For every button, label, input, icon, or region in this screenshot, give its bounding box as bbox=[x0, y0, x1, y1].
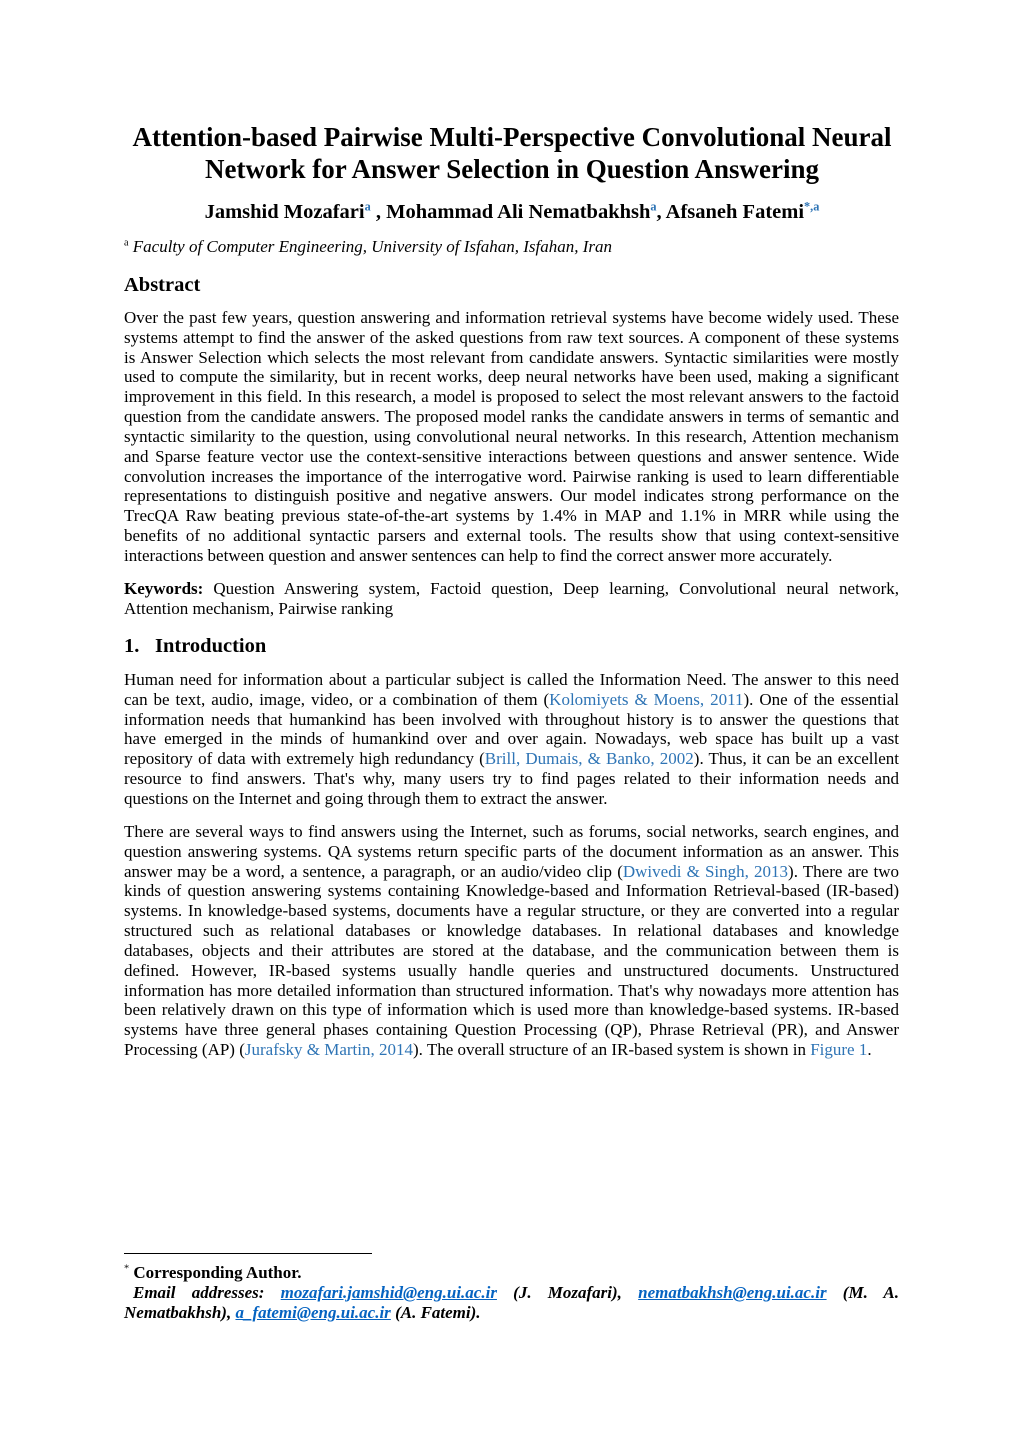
text-run: Email addresses: bbox=[133, 1283, 281, 1302]
email-link[interactable]: mozafari.jamshid@eng.ui.ac.ir bbox=[280, 1283, 497, 1302]
text-run: ). There are two bbox=[788, 861, 899, 881]
text-line: convolution increases the importance of the interrogative word. Pairwise ranking is used to learn differentiable bbox=[124, 466, 899, 486]
footnote bbox=[124, 1263, 899, 1323]
text-line: databases, objects and their attributes are stored at the database, and the communication between them is bbox=[124, 940, 899, 960]
text-run: (M. A. bbox=[826, 1283, 899, 1302]
text-run: ). Thus, it can be an excellent bbox=[693, 749, 899, 769]
footnote-title-line bbox=[124, 1263, 899, 1283]
paper-title bbox=[0, 121, 1024, 185]
text-line: questions on the Internet and going through them to extract the answer. bbox=[124, 788, 608, 808]
citation-link[interactable]: Figure 1 bbox=[810, 1040, 868, 1060]
text-run: Processing (AP) ( bbox=[124, 1040, 245, 1060]
affiliation bbox=[124, 237, 899, 257]
text-line: structured such as relational databases or knowledge databases. In relational databases and knowledge bbox=[124, 921, 899, 941]
keywords-label: Keywords: bbox=[124, 579, 204, 598]
author-list bbox=[0, 200, 1024, 224]
affiliation-marker[interactable]: a bbox=[364, 199, 371, 214]
affiliation-marker: a bbox=[124, 237, 129, 249]
footnote-divider bbox=[124, 1253, 372, 1254]
author-name: Afsaneh Fatemi bbox=[665, 201, 805, 223]
text-line: systems attempt to find the answer of the asked questions from raw text sources. A component of these systems bbox=[124, 327, 899, 347]
text-line: Over the past few years, question answering and information retrieval systems have become widely used. These bbox=[124, 308, 899, 327]
text-run: . bbox=[867, 1040, 872, 1060]
text-line: information has more detailed information than structured information. That's why nowadays more attention has bbox=[124, 980, 899, 1000]
text-line: used to compute the similarity, but in recent works, deep neural networks have been used, making a significant bbox=[124, 367, 899, 387]
text-line: been relatively drawn on this type of information which is used more than knowledge-based systems. IR-based bbox=[124, 1000, 899, 1020]
text-run: (J. Mozafari), bbox=[496, 1283, 639, 1302]
footnote-marker: * bbox=[124, 1263, 130, 1275]
text-line: representations to distinguish positive and negative answers. Our model indicates strong performance on the bbox=[124, 486, 899, 506]
text-line: and Sparse feature vector use the context-sensitive interactions between questions and answer sentence. Wide bbox=[124, 446, 899, 466]
email-link[interactable]: a_fatemi@eng.ui.ac.ir bbox=[235, 1303, 391, 1322]
affiliation-text: Faculty of Computer Engineering, University of Isfahan, Isfahan, Iran bbox=[132, 237, 613, 256]
text-line: TrecQA Raw beating previous state-of-the-art systems by 1.4% in MAP and 1.1% in MRR while using the bbox=[124, 506, 899, 526]
text-line: have emerged in the minds of humankind over and over again. Nowadays, web space has built up a vast bbox=[124, 729, 899, 749]
text-line: defined. However, IR-based systems usually handle queries and unstructured documents. Unstructured bbox=[124, 960, 899, 980]
author-name: Mohammad Ali Nematbakhsh bbox=[386, 201, 651, 223]
text-line bbox=[124, 690, 899, 710]
keywords-line: Attention mechanism, Pairwise ranking bbox=[124, 598, 394, 618]
text-line: systems. In knowledge-based systems, documents have a regular structure, or they are converted into a regular bbox=[124, 901, 899, 921]
footnote-emails bbox=[124, 1283, 899, 1323]
text-run: ). The overall structure of an IR-based system is shown in bbox=[412, 1040, 811, 1060]
text-run: Nematbakhsh), bbox=[124, 1303, 236, 1322]
title-line: Attention-based Pairwise Multi-Perspective Convolutional Neural bbox=[132, 122, 892, 152]
text-line: question answering systems. QA systems return specific parts of the document information as an answer. This bbox=[124, 841, 899, 861]
text-line: syntactic similarity to the question, using convolutional neural networks. In this research, Attention mechanism bbox=[124, 426, 899, 446]
text-run: can be text, audio, image, video, or a combination of them ( bbox=[124, 689, 550, 709]
text-line: information needs that humankind has been involved with throughout history is to answer the questions that bbox=[124, 709, 899, 729]
paragraph bbox=[124, 670, 899, 809]
text-line: There are several ways to find answers using the Internet, such as forums, social networks, search engines, and bbox=[124, 822, 899, 841]
text-run: ). One of the essential bbox=[743, 689, 899, 709]
citation-link[interactable]: Jurafsky & Martin, 2014 bbox=[244, 1040, 413, 1060]
author-separator: , bbox=[656, 201, 666, 223]
author-name: Jamshid Mozafari bbox=[204, 201, 365, 223]
text-line: interactions between question and answer sentences can help to find the correct answer more accurately. bbox=[124, 545, 833, 565]
text-run: answer may be a word, a sentence, a paragraph, or an audio/video clip ( bbox=[124, 861, 623, 881]
text-line: improvement in this field. In this research, a model is proposed to select the most relevant answers to the factoid bbox=[124, 387, 899, 407]
title-line: Network for Answer Selection in Question Answering bbox=[205, 154, 819, 184]
text-line: is Answer Selection which selects the most relevant from candidate answers. Syntactic similarities were mostly bbox=[124, 347, 899, 367]
footnote-title: Corresponding Author. bbox=[133, 1263, 302, 1282]
affiliation-marker[interactable]: a bbox=[650, 199, 657, 214]
text-line bbox=[124, 749, 899, 769]
abstract-body bbox=[124, 308, 899, 566]
text-line bbox=[124, 1303, 899, 1323]
keywords bbox=[124, 579, 899, 619]
keywords-line bbox=[124, 579, 899, 599]
section-heading bbox=[124, 634, 899, 658]
text-line: resource to find answers. That's why, many users try to find pages related to their information needs and bbox=[124, 769, 899, 789]
text-run: repository of data with extremely high redundancy ( bbox=[124, 749, 485, 769]
citation-link[interactable]: Dwivedi & Singh, 2013 bbox=[622, 861, 789, 881]
citation-link[interactable]: Kolomiyets & Moens, 2011 bbox=[549, 689, 744, 709]
email-link[interactable]: nematbakhsh@eng.ui.ac.ir bbox=[638, 1283, 827, 1302]
text-line: Human need for information about a particular subject is called the Information Need. The answer to this need bbox=[124, 670, 899, 689]
citation-link[interactable]: Brill, Dumais, & Banko, 2002 bbox=[484, 749, 694, 769]
corresponding-author-marker[interactable]: *,a bbox=[804, 199, 820, 214]
text-line: question from the candidate answers. The proposed model ranks the candidate answers in terms of semantic and bbox=[124, 407, 899, 427]
text-line bbox=[124, 862, 899, 882]
section-title: Introduction bbox=[155, 635, 267, 657]
text-line: systems have three general phases containing Question Processing (QP), Phrase Retrieval (PR), and Answer bbox=[124, 1020, 899, 1040]
text-line bbox=[124, 1040, 899, 1060]
keywords-text: Question Answering system, Factoid question, Deep learning, Convolutional neural network, bbox=[213, 579, 899, 598]
text-line: kinds of question answering systems containing Knowledge-based and Information Retrieval-based (IR-based) bbox=[124, 881, 899, 901]
paragraph bbox=[124, 822, 899, 1060]
abstract-heading: Abstract bbox=[124, 274, 201, 296]
text-run: (A. Fatemi). bbox=[390, 1303, 481, 1322]
section-number: 1. bbox=[124, 635, 140, 657]
text-line: benefits of no additional syntactic parsers and external tools. The results show that using context-sensitive bbox=[124, 526, 899, 546]
author-separator: , bbox=[370, 201, 387, 223]
text-line bbox=[124, 1283, 899, 1303]
